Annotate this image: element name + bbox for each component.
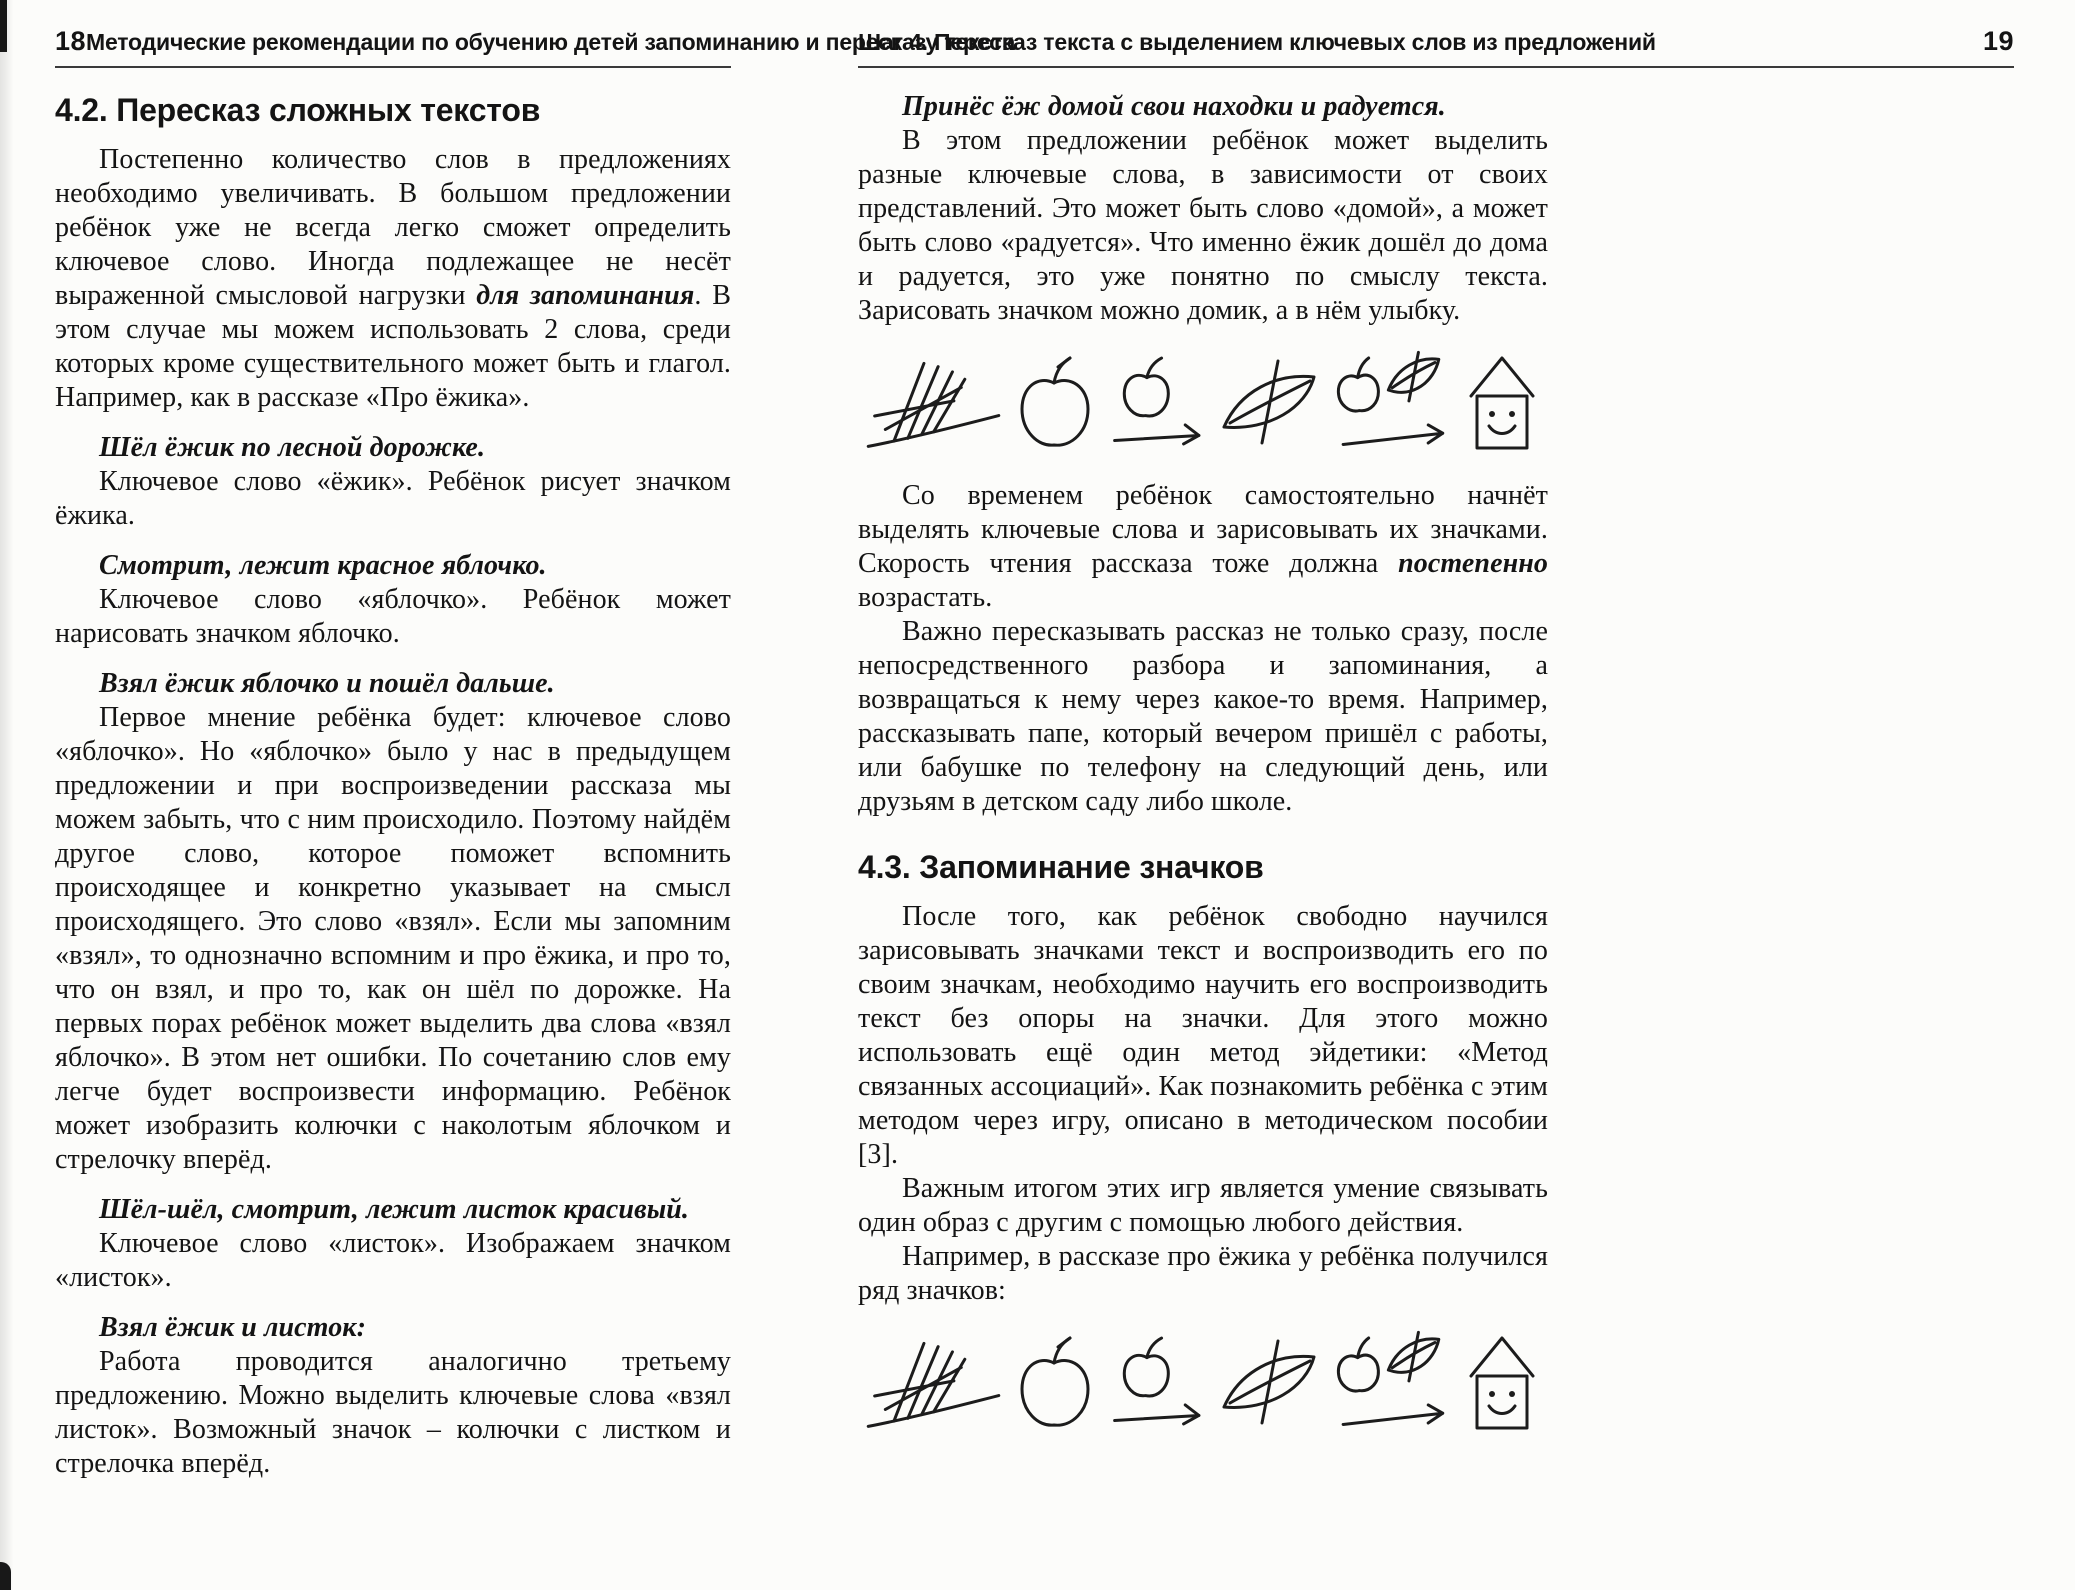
header-rule [55, 66, 731, 68]
paragraph: Например, в рассказе про ёжика у ребёнка получился ряд значков: [858, 1241, 1548, 1306]
paragraph: Работа проводится аналогично третьему предложению. Можно выделить ключевые слова «взял листок». Возможный значок – колючки с листком и стрелочка вперёд. [55, 1346, 731, 1479]
pictogram-row [862, 350, 1544, 455]
paragraph: Первое мнение ребёнка будет: ключевое слово «яблочко». Но «яблочко» было у нас в предыдущем предложении и при воспроизведении рассказа мы можем забыть, что с ним происходило. Поэтому найдём другое слово, которое поможет вспомнить происходящее и конкретно указывает на смысл происходящего. Это слово «взял». Если мы запомним «взял», то однозначно вспомним и про ёжика, и про то, что он взял, и про то, как он шёл по дорожке. На первых порах ребёнок может выделить два слова «взял яблочко». В этом нет ошибки. По сочетанию слов ему легче будет воспроизвести информацию. Ребёнок может изобразить колючки с наколотым яблочком и стрелочку вперёд. [55, 702, 731, 1175]
hedgehog-spikes-icon [860, 1331, 1005, 1433]
page-18 [55, 0, 1016, 1590]
apple-icon [1012, 353, 1097, 453]
scan-artifact [0, 1562, 11, 1590]
page-19-content [858, 90, 1548, 1435]
leaf-icon [1218, 1335, 1318, 1430]
example-sentence: Шёл ёжик по лесной дорожке. [99, 432, 486, 463]
running-title: Шаг 4. Пересказ текста с выделением ключевых слов из предложений [858, 29, 1656, 55]
example-sentence: Взял ёжик и листок: [99, 1312, 367, 1343]
house-smile-icon [1459, 1330, 1544, 1435]
apple-leaf-arrow-icon [1326, 347, 1451, 458]
paragraph: После того, как ребёнок свободно научился зарисовывать значками текст и воспроизводить его по своим значкам, необходимо научить его воспроизводить текст без опоры на значки. Для этого можно использовать ещё один метод эйдетики: «Метод связанных ассоциаций». Как познакомить ребёнка с этим методом через игру, описано в методическом пособии [3]. [858, 901, 1548, 1170]
hedgehog-spikes-icon [860, 351, 1005, 453]
paragraph: Ключевое слово «ёжик». Ребёнок рисует значком ёжика. [55, 466, 731, 531]
paragraph: Важным итогом этих игр является умение связывать один образ с другим с помощью любого действия. [858, 1173, 1548, 1238]
page-19 [858, 0, 2014, 1590]
paragraph: Важно пересказывать рассказ не только сразу, после непосредственного разбора и запоминания, а возвращаться к нему через какое-то время. Например, рассказывать папе, который вечером пришёл с работы, или бабушке по телефону на следующий день, или друзьям в детском саду либо школе. [858, 616, 1548, 817]
leaf-icon [1218, 355, 1318, 450]
paragraph: Ключевое слово «яблочко». Ребёнок может нарисовать значком яблочко. [55, 584, 731, 649]
example-sentence: Смотрит, лежит красное яблочко. [99, 550, 547, 581]
scan-edge-shadow [0, 0, 14, 1590]
page-number: 19 [1982, 26, 2014, 56]
page-header [858, 0, 2014, 57]
example-sentence: Взял ёжик яблочко и пошёл дальше. [99, 668, 555, 699]
paragraph: В этом предложении ребёнок может выделить разные ключевые слова, в зависимости от своих представлений. Это может быть слово «домой», а может быть слово «радуется». Что именно ёжик дошёл до дома и радуется, это уже понятно по смыслу текста. Зарисовать значком можно домик, а в нём улыбку. [858, 125, 1548, 326]
paragraph: Постепенно количество слов в предложениях необходимо увеличивать. В большом предложении ребёнок уже не всегда легко сможет определить ключевое слово. Иногда подлежащее не несёт выраженной смысловой нагрузки для запоминания. В этом случае мы можем использовать 2 слова, среди которых кроме существительного может быть и глагол. Например, как в рассказе «Про ёжика». [55, 144, 731, 413]
page-header [55, 0, 1016, 57]
paragraph: Ключевое слово «листок». Изображаем значком «листок». [55, 1228, 731, 1293]
scan-artifact [0, 0, 7, 52]
apple-icon [1012, 1333, 1097, 1433]
house-smile-icon [1459, 350, 1544, 455]
apple-arrow-icon [1106, 1328, 1210, 1436]
running-title: Методические рекомендации по обучению детей запоминанию и пересказу текста [86, 29, 1016, 55]
paragraph: Со временем ребёнок самостоятельно начнёт выделять ключевые слова и зарисовывать их значками. Скорость чтения рассказа тоже должна постепенно возрастать. [858, 480, 1548, 613]
example-sentence: Принёс ёж домой свои находки и радуется. [902, 91, 1446, 122]
header-rule [858, 66, 2014, 68]
page-number: 18 [55, 26, 87, 56]
section-heading: 4.3. Запоминание значков [858, 849, 1264, 885]
pictogram-row [862, 1330, 1544, 1435]
section-heading: 4.2. Пересказ сложных текстов [55, 92, 541, 128]
page-18-content [55, 92, 731, 1481]
example-sentence: Шёл-шёл, смотрит, лежит листок красивый. [99, 1194, 689, 1225]
apple-leaf-arrow-icon [1326, 1327, 1451, 1438]
apple-arrow-icon [1106, 348, 1210, 456]
